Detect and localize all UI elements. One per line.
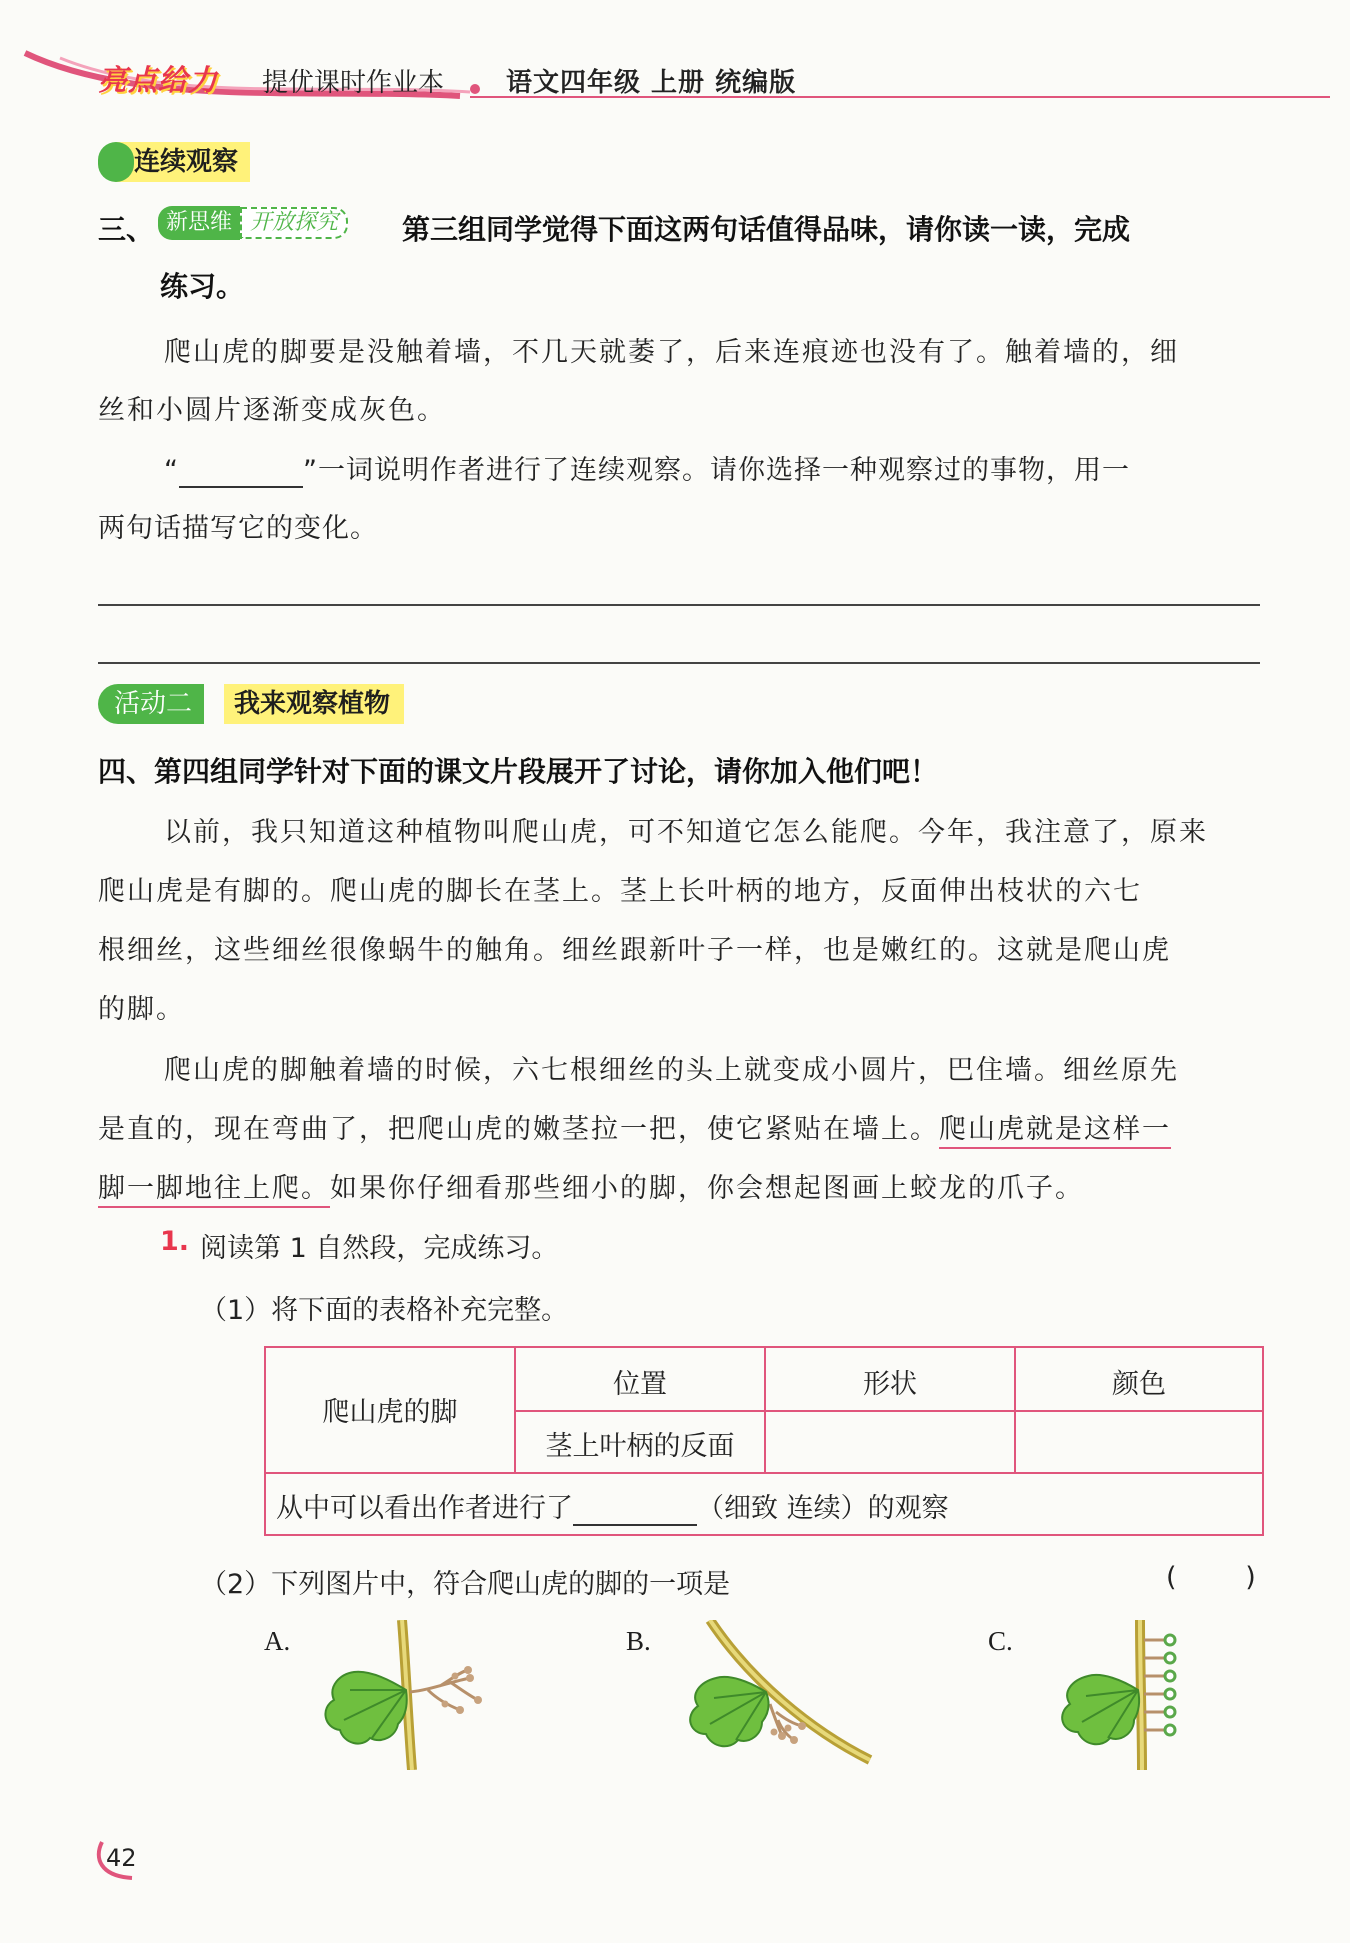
page-number: 42	[106, 1844, 137, 1872]
underlined-sentence: 脚一脚地往上爬。	[98, 1173, 330, 1208]
option-a-label[interactable]: A.	[264, 1626, 291, 1656]
observation-table	[264, 1346, 1264, 1536]
part-1-text: （1）将下面的表格补充完整。	[200, 1295, 569, 1326]
table-cell-position-value: 茎上叶柄的反面	[545, 1431, 735, 1462]
section-label-activity: 活动二	[98, 684, 204, 724]
passage-text: 是直的，现在弯曲了，把爬山虎的嫩茎拉一把，使它紧贴在墙上。	[98, 1114, 939, 1145]
table-cell-shape-blank[interactable]	[766, 1412, 1014, 1472]
fill-blank[interactable]	[573, 1493, 697, 1526]
part-2-text: （2）下列图片中，符合爬山虎的脚的一项是	[200, 1569, 731, 1600]
answer-paren[interactable]: ( )	[1166, 1562, 1256, 1593]
passage-line	[98, 1166, 1084, 1205]
underlined-sentence: 爬山虎就是这样一	[939, 1114, 1171, 1149]
table-cell-color-blank[interactable]	[1016, 1412, 1262, 1472]
question-4-title: 四、第四组同学针对下面的课文片段展开了讨论，请你加入他们吧！	[98, 755, 939, 788]
passage-line: 根细丝，这些细丝很像蜗牛的触角。细丝跟新叶子一样，也是嫩红的。这就是爬山虎	[98, 935, 1171, 966]
passage-line: 爬山虎的脚要是没触着墙，不几天就萎了，后来连痕迹也没有了。触着墙的，细	[164, 337, 1179, 368]
section-label-continuous: 连续观察	[98, 142, 250, 182]
header-dot	[470, 84, 480, 94]
question-prompt-cont: 练习。	[160, 270, 245, 303]
passage-line: 以前，我只知道这种植物叫爬山虎，可不知道它怎么能爬。今年，我注意了，原来	[164, 817, 1208, 848]
passage-text: 如果你仔细看那些细小的脚，你会想起图画上蛟龙的爪子。	[330, 1173, 1084, 1204]
section-label-observe: 我来观察植物	[224, 684, 404, 724]
table-col-color: 颜色	[1112, 1369, 1166, 1400]
task-line: 两句话描写它的变化。	[98, 513, 378, 544]
fill-blank[interactable]	[179, 455, 303, 488]
option-b-plant-image[interactable]	[670, 1620, 890, 1770]
passage-line: 爬山虎是有脚的。爬山虎的脚长在茎上。茎上长叶柄的地方，反面伸出枝状的六七	[98, 876, 1142, 907]
option-b-label[interactable]: B.	[626, 1626, 651, 1656]
table-footer	[276, 1486, 1256, 1526]
answer-line[interactable]	[98, 604, 1260, 606]
badge-label-a: 新思维	[158, 206, 240, 240]
option-c-plant-image[interactable]	[1030, 1620, 1230, 1770]
task-text: ”一词说明作者进行了连续观察。请你选择一种观察过的事物，用一	[303, 455, 1130, 486]
sub-question-text: 阅读第 1 自然段，完成练习。	[200, 1233, 559, 1264]
task-line	[164, 448, 1130, 488]
passage-line	[98, 1107, 1171, 1146]
passage-line: 的脚。	[98, 994, 185, 1025]
sub-question-number: 1.	[160, 1226, 190, 1257]
series-title: 提优课时作业本	[262, 68, 445, 98]
question-number: 三、	[98, 213, 155, 246]
passage-line: 丝和小圆片逐渐变成灰色。	[98, 395, 446, 426]
badge-open-inquiry	[158, 206, 348, 240]
option-a-plant-image[interactable]	[310, 1620, 510, 1770]
table-col-shape: 形状	[863, 1369, 917, 1400]
badge-label-b: 开放探究	[240, 207, 348, 239]
footer-text: 从中可以看出作者进行了	[276, 1493, 573, 1524]
table-row-header: 爬山虎的脚	[322, 1397, 458, 1428]
footer-text: （细致 连续）的观察	[697, 1493, 949, 1524]
option-c-label[interactable]: C.	[988, 1626, 1013, 1656]
question-prompt: 第三组同学觉得下面这两句话值得品味，请你读一读，完成	[402, 213, 1131, 246]
answer-line[interactable]	[98, 662, 1260, 664]
table-col-position: 位置	[613, 1369, 667, 1400]
passage-line: 爬山虎的脚触着墙的时候，六七根细丝的头上就变成小圆片，巴住墙。细丝原先	[164, 1055, 1179, 1086]
edition-title: 语文四年级 上册 统编版	[506, 68, 797, 98]
open-quote: “	[164, 455, 179, 486]
section-dot-icon	[98, 142, 134, 182]
brand-logo: 亮点给力	[98, 63, 219, 97]
